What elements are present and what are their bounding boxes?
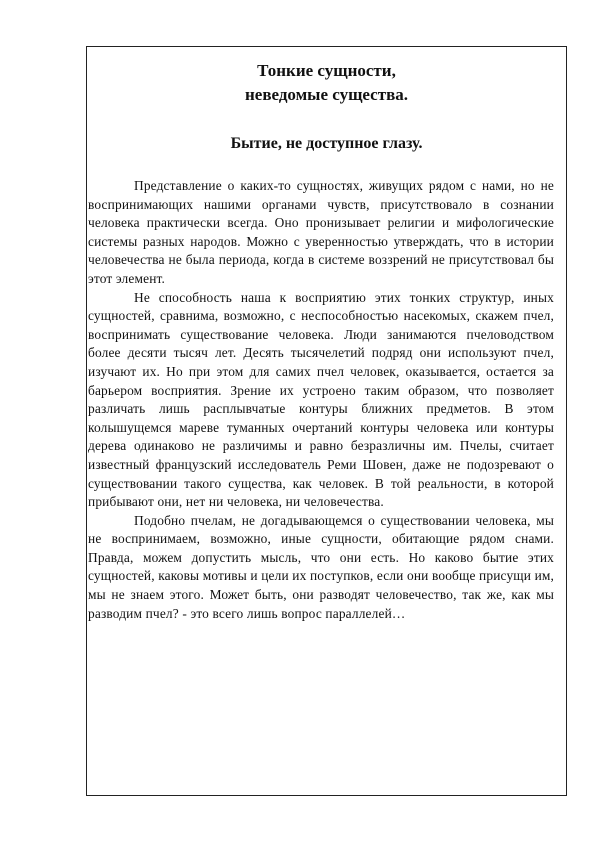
document-subtitle: Бытие, не доступное глазу. [230,135,423,152]
document-body [88,177,554,623]
paragraph-3: Подобно пчелам, не догадывающемся о существовании человека, мы не воспринимаем, возможно, иные сущности, обитающие рядом снами. Правда, можем допустить мысль, что они есть. Но каково бытие этих сущностей, каковы мотивы и цели их поступков, если они вообще присущи им, мы не знаем этого. Может быть, они разводят человечество, так же, как мы разводим пчел? - это всего лишь вопрос параллелей… [88,512,555,621]
document-title-line-1: Тонкие сущности, [257,61,396,80]
document-title-line-2: неведомые существа. [244,85,409,104]
paragraph-2: Не способность наша к восприятию этих тонких структур, иных сущностей, сравнима, возможно, с неспособностью насекомых, скажем пчел, воспринимать существование человека. Люди занимаются пчеловодством более десяти тысяч лет. Десять тысячелетий подряд они используют пчел, изучают их. Но при этом для самих пчел человек, оказывается, остается за барьером восприятия. Зрение их устроено таким образом, что позволяет различать лишь расплывчатые контуры ближних предметов. В этом колышущемся мареве туманных очертаний контуры человека или контуры дерева одинаково не различимы и равно безразличны им. Пчелы, считает известный французский исследователь Реми Шовен, даже не подозревают о существовании такого существа, как человек. В той реальности, в которой прибывают они, нет ни человека, ни человечества. [88,289,554,510]
paragraph-1: Представление о каких-то сущностях, живущих рядом с нами, но не воспринимающих нашими органами чувств, присутствовало в сознании человека практически всегда. Оно пронизывает религии и мифологические системы разных народов. Можно с уверенностью утверждать, что в истории человечества не была периода, когда в системе воззрений не присутствовал бы этот элемент. [88,178,554,286]
